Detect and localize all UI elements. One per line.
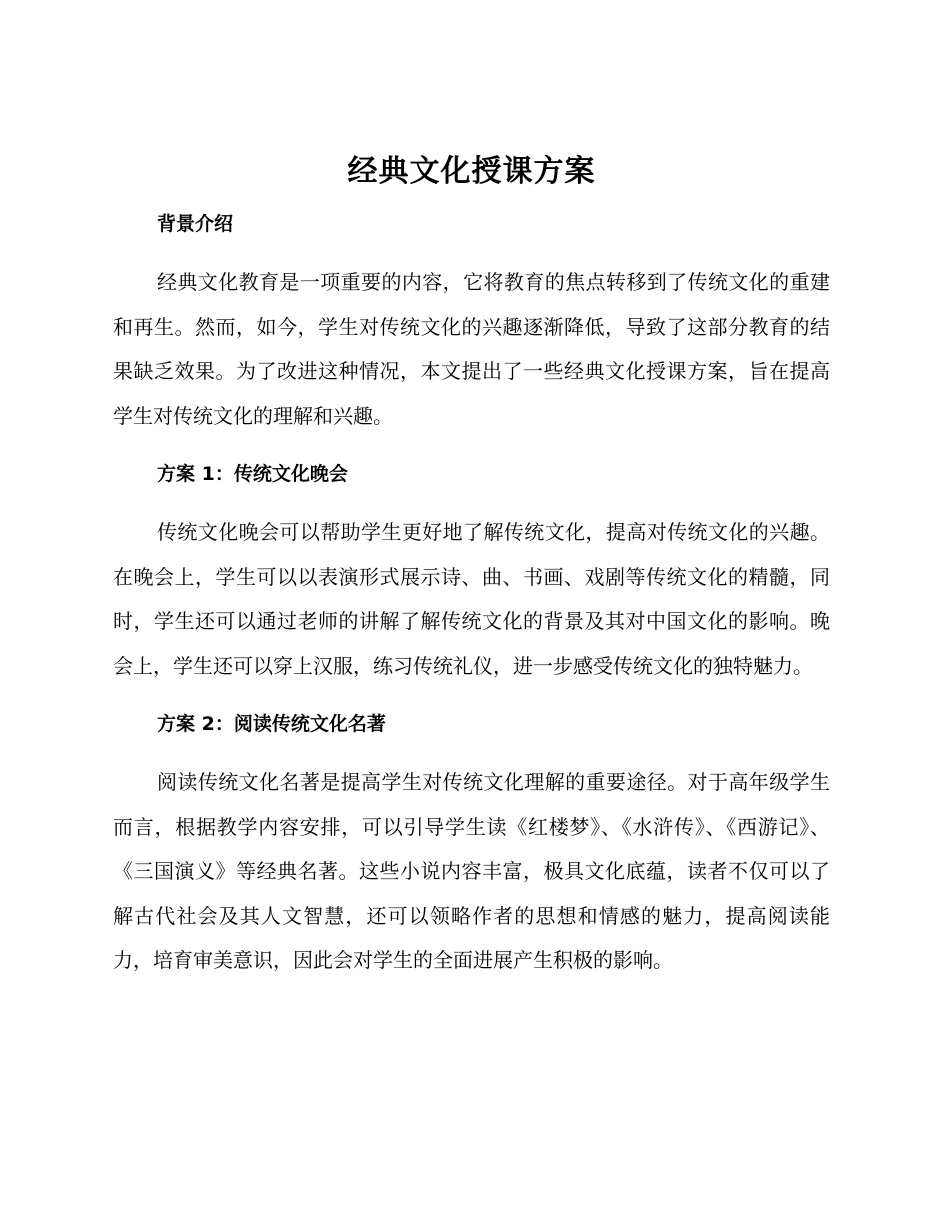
section-paragraph: 经典文化教育是一项重要的内容，它将教育的焦点转移到了传统文化的重建和再生。然而，如今，学生对传统文化的兴趣逐渐降低，导致了这部分教育的结果缺乏效果。为了改进这种情况，本文提出了一些经典文化授课方案，旨在提高学生对传统文化的理解和兴趣。	[113, 270, 830, 428]
section-heading: 方案 1：传统文化晚会	[157, 463, 348, 485]
document-title: 经典文化授课方案	[347, 154, 596, 189]
section-paragraph: 传统文化晚会可以帮助学生更好地了解传统文化，提高对传统文化的兴趣。在晚会上，学生可以以表演形式展示诗、曲、书画、戏剧等传统文化的精髓，同时，学生还可以通过老师的讲解了解传统文化的背景及其对中国文化的影响。晚会上，学生还可以穿上汉服，练习传统礼仪，进一步感受传统文化的独特魅力。	[113, 520, 830, 678]
section-background	[113, 210, 830, 438]
section-plan-2	[113, 710, 830, 983]
section-plan-1	[113, 460, 830, 688]
section-paragraph: 阅读传统文化名著是提高学生对传统文化理解的重要途径。对于高年级学生而言，根据教学内容安排，可以引导学生读《红楼梦》、《水浒传》、《西游记》、《三国演义》等经典名著。这些小说内容丰富，极具文化底蕴，读者不仅可以了解古代社会及其人文智慧，还可以领略作者的思想和情感的魅力，提高阅读能力，培育审美意识，因此会对学生的全面进展产生积极的影响。	[113, 770, 830, 972]
section-heading: 背景介绍	[157, 213, 234, 235]
section-heading: 方案 2：阅读传统文化名著	[157, 713, 386, 735]
